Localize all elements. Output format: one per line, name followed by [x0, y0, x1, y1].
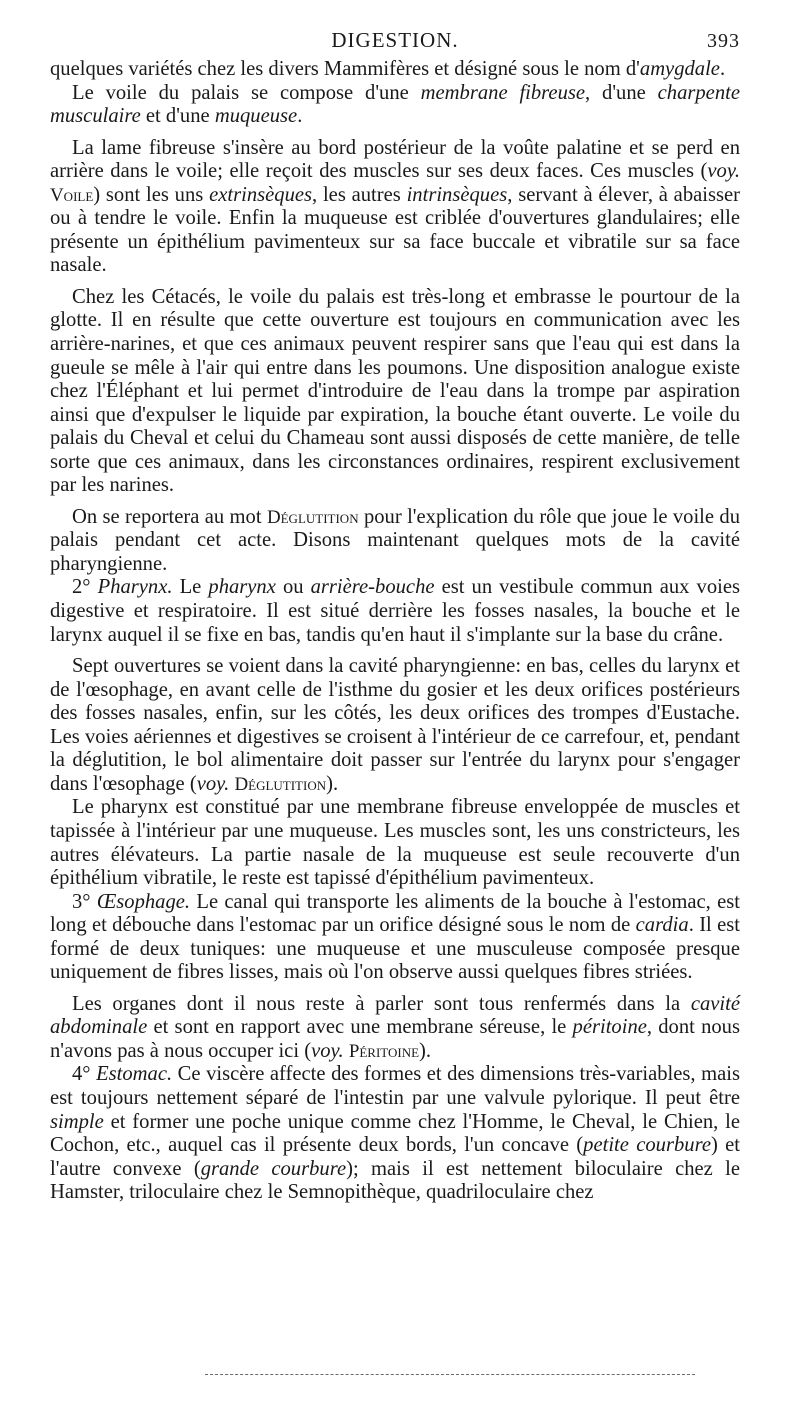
- text-run: ) et l'autre convexe (: [50, 1134, 741, 1180]
- text-run: Le canal qui transporte les aliments de la bouche à l'estomac, est long et débouche dans l'estomac par un orifice désigné sous le nom de: [50, 890, 741, 937]
- small-caps-reference: Péritoine: [348, 1040, 420, 1062]
- text-run: ).: [326, 772, 339, 795]
- italic-term: charpente musculaire: [50, 81, 740, 128]
- italic-term: membrane fibreuse: [420, 81, 586, 104]
- running-header: [50, 28, 740, 58]
- italic-term: intrinsèques: [406, 183, 508, 206]
- italic-term: péritoine: [572, 1016, 647, 1039]
- text-run: 4°: [72, 1063, 97, 1086]
- paragraph-cetaces: [50, 286, 740, 498]
- text-run: 3°: [72, 890, 97, 913]
- text-run: .: [719, 58, 726, 80]
- running-title: DIGESTION.: [331, 28, 459, 52]
- text-run: ).: [419, 1039, 432, 1062]
- text-run: , dont nous n'avons pas à nous occuper ici (: [50, 1016, 740, 1062]
- text-run: On se reportera au mot: [72, 505, 267, 528]
- text-run: pour l'explication du rôle que joue le voile du palais pendant cet acte. Disons maintenant quelques mots de la cavité pharyngienne.: [50, 505, 740, 575]
- italic-term: arrière-bouche: [310, 576, 435, 599]
- text-run: , servant à élever, à abaisser ou à tendre le voile. Enfin la muqueuse est criblée d'ouvertures glandulaires; elle présente un épithélium pavimenteux sur sa face buccale et vibratile sur sa face nasale.: [50, 183, 741, 277]
- italic-term: cardia: [635, 914, 689, 937]
- italic-term: voy.: [311, 1039, 344, 1062]
- paragraph-pharynx-constitution: [50, 796, 740, 890]
- text-run: Ce viscère affecte des formes et des dimensions très-variables, mais est toujours nettement séparé de l'intestin par une valvule pylorique. Il peut être: [50, 1063, 740, 1109]
- text-run: Le: [172, 576, 209, 599]
- italic-term: pharynx: [208, 576, 276, 599]
- italic-term: muqueuse: [214, 105, 298, 128]
- text-run: ou: [275, 576, 311, 599]
- italic-term: grande courbure: [200, 1157, 347, 1180]
- text-run: ) sont les uns: [93, 183, 210, 206]
- paragraph-oesophage: [50, 891, 740, 985]
- paragraph-sept-ouvertures: [50, 655, 740, 796]
- text-run: Le voile du palais se compose d'une: [72, 81, 421, 104]
- text-run: . Il est formé de deux tuniques: une muqueuse et une musculeuse composée presque uniquement de fibres lisses, mais où l'on observe aussi quelques fibres striées.: [50, 914, 740, 984]
- italic-term: cavité abdominale: [50, 992, 740, 1039]
- text-run: et d'une: [140, 105, 215, 128]
- text-run: et former une poche unique comme chez l'Homme, le Cheval, le Chien, le Cochon, etc., auquel cas il présente deux bords, l'un concave (: [50, 1110, 740, 1157]
- text-run: Le pharynx est constitué par une membrane fibreuse enveloppée de muscles et tapissée à l'intérieur par une muqueuse. Les muscles sont, les uns constricteurs, les autres élévateurs. La partie nasale de la muqueuse est seule recouverte d'un épithélium vibratile, le reste est tapissé d'épithélium pavimenteux.: [50, 796, 740, 890]
- italic-term: Œsophage.: [96, 890, 191, 913]
- paragraph-pharynx: [50, 576, 740, 647]
- italic-term: Estomac.: [96, 1063, 173, 1086]
- italic-term: voy.: [196, 772, 230, 795]
- small-caps-reference: Voile: [50, 184, 94, 206]
- text-run: Chez les Cétacés, le voile du palais est très-long et embrasse le pourtour de la glotte. Il en résulte que cette ouverture est toujours en communication avec les arrière-narines, et que ces animaux peuvent respirer sans que l'eau qui est dans la gueule se mêle à l'air qui entre dans les poumons. Une disposition analogue existe chez l'Éléphant et lui permet d'introduire de l'eau dans la trompe par aspiration ainsi que d'expulser le liquide par expiration, la bouche étant ouverte. Le voile du palais du Cheval et celui du Chameau sont aussi disposés de cette manière, de telle sorte que ces animaux, dans les circonstances ordinaires, respirent exclusivement par les narines.: [50, 285, 740, 497]
- text-run: et sont en rapport avec une membrane séreuse, le: [147, 1016, 573, 1039]
- text-run: est un vestibule commun aux voies digestive et respiratoire. Il est situé derrière les fosses nasales, la bouche et le larynx auquel il se fixe en bas, tandis qu'en haut il s'implante sur la base du crâne.: [50, 576, 741, 646]
- paragraph-estomac: [50, 1063, 740, 1204]
- text-run: .: [297, 105, 303, 128]
- paragraph-deglutition: [50, 506, 740, 577]
- italic-term: simple: [50, 1110, 104, 1133]
- body-text: [50, 58, 740, 1205]
- italic-term: amygdale: [639, 58, 720, 80]
- book-page: [50, 28, 740, 1205]
- paragraph-continued: [50, 58, 740, 82]
- text-run: La lame fibreuse s'insère au bord postérieur de la voûte palatine et se perd en arrière dans le voile; elle reçoit des muscles sur ses deux faces. Ces muscles (: [50, 136, 740, 183]
- text-run: 2°: [72, 576, 98, 599]
- small-caps-reference: Déglutition: [266, 506, 359, 528]
- small-caps-reference: Déglutition: [234, 773, 327, 795]
- text-run: ); mais il est nettement biloculaire chez le Hamster, triloculaire chez le Semnopithèque, quadriloculaire chez: [50, 1157, 740, 1204]
- paragraph-voile-composition: [50, 82, 740, 129]
- italic-term: Pharynx.: [97, 576, 173, 599]
- italic-term: voy.: [707, 160, 740, 183]
- text-run: , d'une: [585, 81, 658, 104]
- paragraph-lame-fibreuse: [50, 137, 740, 278]
- page-number: 393: [707, 30, 740, 52]
- italic-term: extrinsèques: [209, 183, 313, 206]
- paragraph-cavite-abdominale: [50, 993, 740, 1064]
- text-run: Sept ouvertures se voient dans la cavité pharyngienne: en bas, celles du larynx et de l'œsophage, en avant celle de l'isthme du gosier et les deux orifices postérieurs des fosses nasales, enfin, sur les côtés, les deux orifices des trompes d'Eustache. Les voies aériennes et digestives se croisent à l'intérieur de ce carrefour, et, pendant la déglutition, le bol alimentaire doit passer sur l'entrée du larynx pour s'engager dans l'œsophage (: [50, 655, 740, 795]
- text-run: , les autres: [312, 183, 407, 206]
- italic-term: petite courbure: [583, 1134, 711, 1157]
- text-run: Les organes dont il nous reste à parler sont tous renfermés dans la: [72, 992, 691, 1015]
- footer-rule: [205, 1374, 695, 1375]
- text-run: quelques variétés chez les divers Mammifères et désigné sous le nom d': [50, 58, 640, 80]
